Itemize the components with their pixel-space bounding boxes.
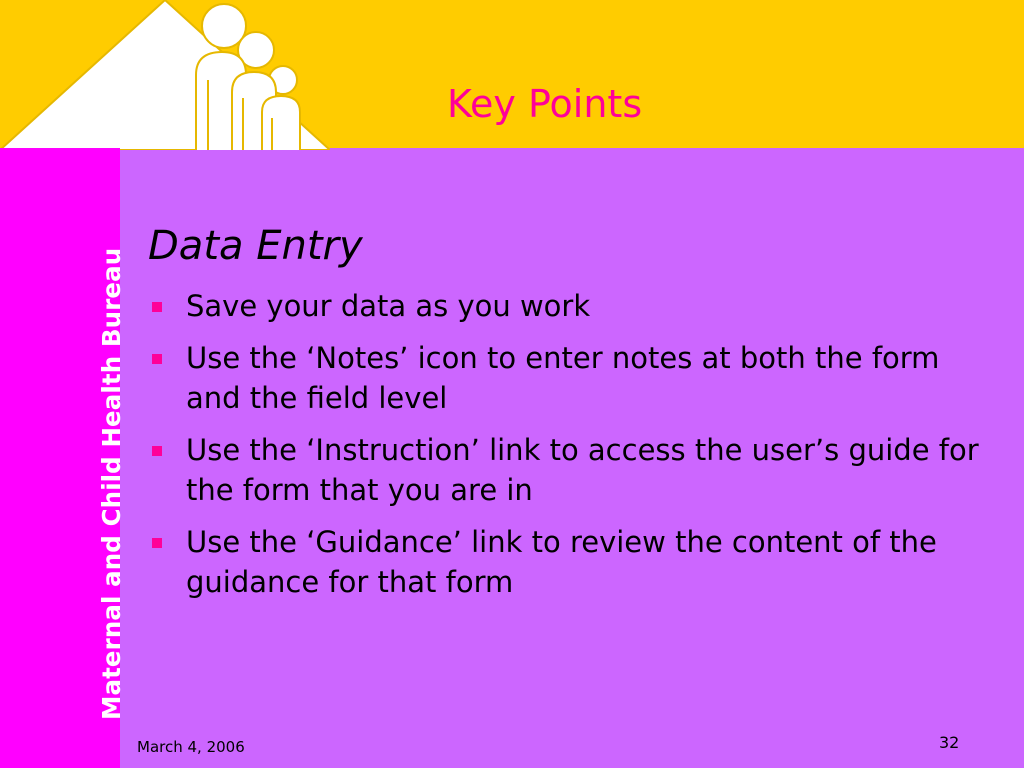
bullet-item: [148, 430, 988, 510]
square-bullet-icon: [152, 538, 162, 548]
bullet-item: [148, 338, 988, 418]
family-house-logo-icon: [0, 0, 330, 150]
bullet-text: Use the ‘Guidance’ link to review the content of the guidance for that form: [186, 525, 937, 599]
bullet-text: Save your data as you work: [186, 289, 591, 323]
slide-date: March 4, 2006: [137, 738, 245, 756]
slide-title: Key Points: [447, 82, 643, 126]
page-number: 32: [939, 733, 960, 752]
bullet-item: [148, 522, 988, 602]
bullet-list: [148, 286, 988, 602]
square-bullet-icon: [152, 302, 162, 312]
section-heading: Data Entry: [148, 223, 363, 269]
bullet-text: Use the ‘Instruction’ link to access the user’s guide for the form that you are in: [186, 433, 979, 507]
square-bullet-icon: [152, 446, 162, 456]
bullet-text: Use the ‘Notes’ icon to enter notes at both the form and the field level: [186, 341, 940, 415]
organization-name: Maternal and Child Health Bureau: [97, 247, 126, 720]
square-bullet-icon: [152, 354, 162, 364]
slide-content: [148, 220, 988, 614]
bullet-item: [148, 286, 988, 326]
